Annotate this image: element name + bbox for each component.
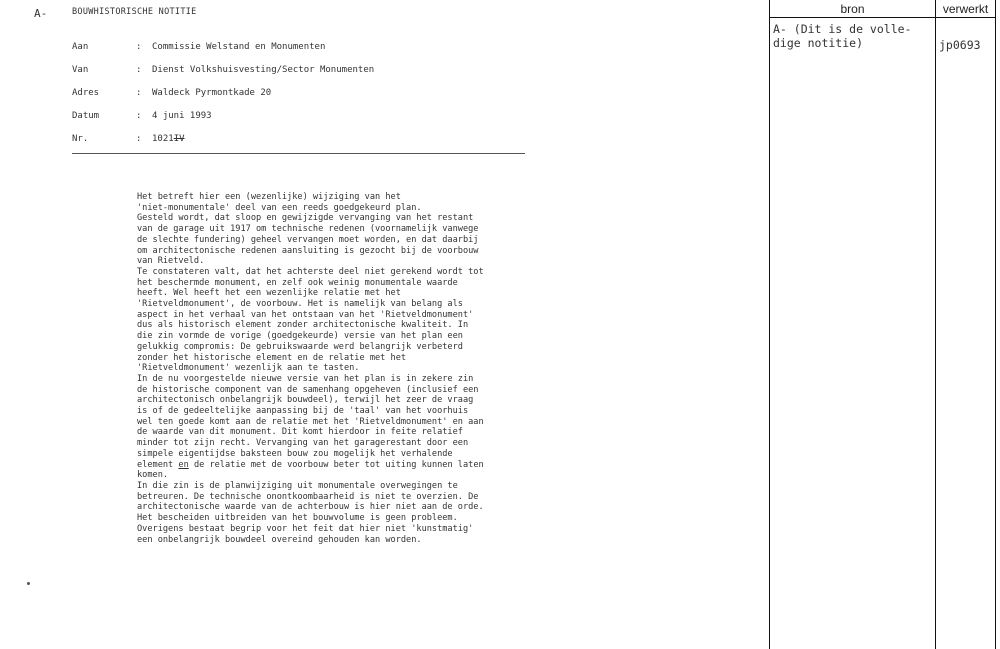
body-line: is of de gedeeltelijke aanpassing bij de 'taal' van het voorhuis: [137, 406, 469, 417]
body-line: heeft. Wel heeft het een wezenlijke relatie met het: [137, 288, 401, 299]
body-line: betreuren. De technische onontkoombaarheid is niet te overzien. De: [137, 491, 479, 502]
body-fragment: element: [137, 459, 179, 470]
struck-suffix: IV: [173, 134, 185, 144]
body-line: Te constateren valt, dat het achterste deel niet gerekend wordt tot: [137, 266, 484, 277]
header-value: Commissie Welstand en Monumenten: [152, 42, 326, 52]
section-marker: A-: [34, 7, 48, 20]
body-line: In de nu voorgestelde nieuwe versie van het plan is in zekere zin: [137, 373, 474, 384]
header-label: Datum: [72, 111, 100, 121]
document-title: BOUWHISTORISCHE NOTITIE: [72, 7, 197, 17]
notitie-body: [137, 192, 532, 545]
verwerkt-entry: jp0693: [939, 38, 981, 52]
bron-entry: A- (Dit is de volle- dige notitie): [773, 22, 912, 50]
body-line: wel ten goede komt aan de relatie met het 'Rietveldmonument' en aan: [137, 416, 484, 427]
body-line: simpele eigentijdse baksteen bouw zou mogelijk het verhalende: [137, 448, 453, 459]
body-line: In die zin is de planwijziging uit monumentale overwegingen te: [137, 480, 458, 491]
body-line: zonder het historische element en de relatie met het: [137, 352, 407, 363]
header-label: Aan: [72, 42, 89, 52]
body-fragment: de relatie met de voorbouw beter tot uiting kunnen laten: [188, 459, 484, 470]
table-border-middle: [935, 0, 936, 649]
body-line: Gesteld wordt, dat sloop en gewijzigde vervanging van het restant: [137, 213, 474, 224]
header-label: Van: [72, 65, 89, 75]
body-line: van de garage uit 1917 om technische redenen (voornamelijk vanwege: [137, 224, 479, 235]
table-header-divider: [769, 17, 995, 18]
table-border-left: [769, 0, 770, 649]
body-line: aspect in het verhaal van het ontstaan van het 'Rietveldmonument': [137, 309, 474, 320]
body-line: het beschermde monument, en zelf ook weinig monumentale waarde: [137, 277, 458, 288]
header-label: Nr.: [72, 134, 89, 144]
header-value: Waldeck Pyrmontkade 20: [152, 88, 272, 98]
column-header-verwerkt: verwerkt: [942, 2, 989, 16]
stray-dot: [27, 582, 30, 585]
header-divider: [72, 153, 525, 154]
body-line: komen.: [137, 470, 169, 481]
body-line: gelukkig compromis: De gebruikswaarde werd belangrijk verbeterd: [137, 341, 463, 352]
body-line: 'niet-monumentale' deel van een reeds goedgekeurd plan.: [137, 202, 422, 213]
header-label: Adres: [72, 88, 100, 98]
table-border-right: [995, 0, 996, 649]
header-colon: :: [136, 111, 142, 121]
body-line: [137, 460, 532, 471]
body-line: minder tot zijn recht. Vervanging van het garagerestant door een: [137, 438, 469, 449]
body-line: de slechte fundering) geheel vervangen moet worden, en dat daarbij: [137, 234, 479, 245]
body-line: van Rietveld.: [137, 256, 205, 267]
body-line: Overigens bestaat begrip voor het feit dat hier niet 'kunstmatig': [137, 523, 474, 534]
header-colon: :: [136, 42, 142, 52]
body-line: Het bescheiden uitbreiden van het bouwvolume is geen probleem.: [137, 513, 458, 524]
body-line: om architectonische redenen aansluiting is gezocht bij de voorbouw: [137, 245, 479, 256]
header-value: [152, 134, 185, 144]
body-line: architectonisch onbelangrijk bouwdeel), terwijl het zeer de vraag: [137, 395, 474, 406]
column-header-bron: bron: [840, 2, 865, 16]
body-line: architectonische waarde van de achterbouw is hier niet aan de orde.: [137, 502, 484, 513]
header-value: Dienst Volkshuisvesting/Sector Monumenten: [152, 65, 375, 75]
body-line: een onbelangrijk bouwdeel overeind gehouden kan worden.: [137, 534, 422, 545]
body-line: de historische component van de samenhang opgeheven (inclusief een: [137, 384, 479, 395]
body-line: 'Rietveldmonument', de voorbouw. Het is namelijk van belang als: [137, 299, 463, 310]
header-value: 4 juni 1993: [152, 111, 212, 121]
body-line: de waarde van dit monument. Dit komt hierdoor in feite relatief: [137, 427, 463, 438]
reference-number: 1021: [152, 134, 174, 144]
body-line: Het betreft hier een (wezenlijke) wijziging van het: [137, 192, 401, 202]
body-line: dus als historisch element zonder architectonische kwaliteit. In: [137, 320, 469, 331]
header-colon: :: [136, 134, 142, 144]
header-colon: :: [136, 88, 142, 98]
body-line: 'Rietveldmonument' wezenlijk aan te tasten.: [137, 363, 360, 374]
header-colon: :: [136, 65, 142, 75]
underlined-word: en: [178, 459, 189, 470]
body-line: die zin vormde de vorige (goedgekeurde) versie van het plan een: [137, 331, 463, 342]
